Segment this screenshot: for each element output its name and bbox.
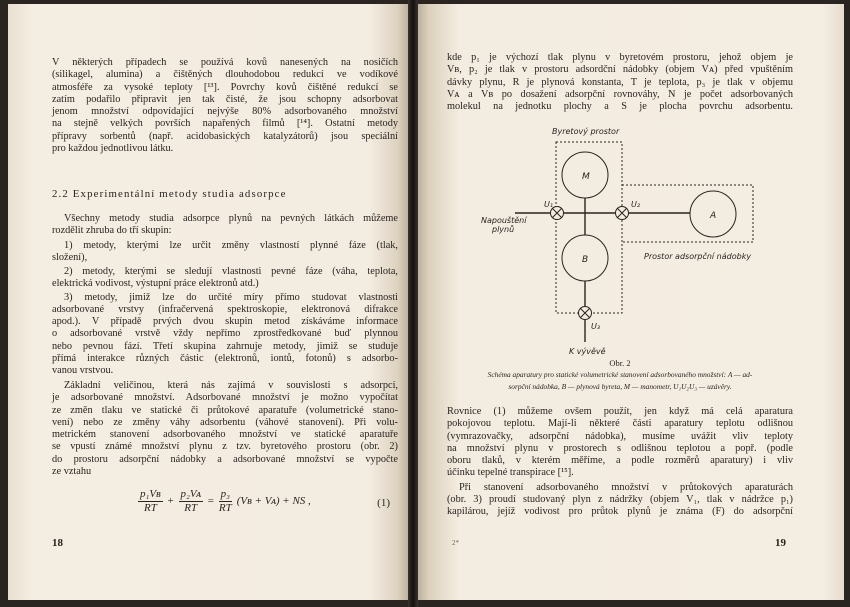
text-line: Rovnice (1) můžeme ovšem použít, jen když má celá aparatura bbox=[447, 406, 793, 417]
apparatus-diagram bbox=[470, 120, 790, 360]
text-line: elektrická vodivost, výstupní práce elektronů atd.) bbox=[52, 277, 259, 289]
text-line: adsorbované vrstvy (infračervená spektroskopie, elektronová difrakce bbox=[52, 303, 398, 315]
paragraph bbox=[52, 380, 398, 478]
text-line: do prostoru adsorpční nádobky a adsorbované množství se vypočte bbox=[52, 453, 398, 465]
paragraph bbox=[52, 266, 398, 291]
text-line: účinku tepelné transpirace [¹⁵]. bbox=[447, 467, 574, 479]
text-line: o adsorbované vrstvě vždy nepřímo zprostředkované buď plynnou bbox=[52, 328, 398, 340]
paragraph bbox=[52, 240, 398, 265]
text-line: 1) metody, kterými lze určit změny vlastností plynné fáze (tlak, bbox=[64, 239, 398, 251]
text-line: oboru tlaků, v kterém měříme, a podle rozměrů aparatury) i vliv bbox=[447, 455, 793, 467]
figure-label-u1: U₁ bbox=[544, 200, 554, 209]
paragraph bbox=[447, 406, 793, 480]
figure-label-pump: K vývěvě bbox=[569, 347, 606, 356]
section-heading: 2.2 Experimentální metody studia adsorpce bbox=[52, 188, 287, 200]
text-line: Vᴀ a Vʙ po dosažení adsorpční rovnováhy, N je počet adsorbovaných bbox=[447, 88, 793, 100]
text-line: vení) nebo ze změny váhy adsorbentu (váhové stanovení). Při volu- bbox=[52, 416, 398, 428]
figure-label-vessel-space: Prostor adsorpční nádobky bbox=[644, 252, 752, 261]
text-line: jenom množství odpovídající nejvýše 80% adsorbovaného množství bbox=[52, 106, 398, 118]
operator: = bbox=[207, 495, 214, 508]
text-line: ze změn tlaku ve statické či průtokové aparatuře (volumetrické stano- bbox=[52, 404, 398, 416]
text-line: pokojovou teplotu. Mají-li některé části aparatury teplotu odlišnou bbox=[447, 418, 793, 430]
figure-label-u3: U₃ bbox=[591, 322, 601, 331]
book-gutter bbox=[408, 0, 418, 607]
fraction bbox=[138, 488, 163, 515]
paragraph bbox=[52, 292, 398, 378]
text-line: dávky plynu, R je plynová konstanta, T je teplota, p₃ je tlak v objemu bbox=[447, 76, 793, 88]
text-line: Vʙ, p₂ je tlak v prostoru adsordční nádobky (objem Vᴀ) před vpuštěním bbox=[447, 64, 793, 76]
text-line: vanou vrstvou. bbox=[52, 365, 114, 377]
text-line: apod.). V případě prvých dvou skupin metod získáváme informace bbox=[52, 316, 398, 328]
signature-mark: 2* bbox=[452, 539, 459, 547]
text-line: je adsorbované množství. Adsorbované množství je možno vypočítat bbox=[52, 392, 398, 404]
valve-u3-icon bbox=[579, 307, 592, 320]
operator: + bbox=[167, 495, 174, 508]
text-line: přímá interakce různých částic (elektronů, iontů, fotonů) s adsorbo- bbox=[52, 352, 398, 364]
figure-label-b: B bbox=[582, 255, 589, 265]
figure-label-inlet-2: plynů bbox=[492, 225, 515, 234]
figure-label-a: A bbox=[710, 211, 717, 221]
equation-remainder: (Vʙ + Vᴀ) + NS , bbox=[236, 495, 311, 508]
figure-label-u2: U₂ bbox=[631, 200, 641, 209]
numerator: p₃ bbox=[220, 488, 230, 500]
text-line: se vpustí známé množství plynu z tzv. byretového prostoru (obr. 2) bbox=[52, 441, 398, 453]
text-line: molekul na jednotku plochy a S je plocha povrchu adsorbentu. bbox=[447, 101, 793, 113]
text-line: kapilárou, jejíž vodivost pro průtok plynů je známa (F) do adsorpční bbox=[447, 506, 793, 518]
text-line: ze vztahu bbox=[52, 466, 92, 478]
text-line: nebo pevnou fází. Třetí skupina zahrnuje metody, jimiž se studuje bbox=[52, 340, 398, 352]
denominator: RT bbox=[218, 502, 232, 514]
text-line: přípravy sorbentů (např. acidobasických katalyzátorů) jsou speciální bbox=[52, 130, 398, 142]
text-line: rozdělit zhruba do tří skupin: bbox=[52, 225, 172, 237]
numerator: p₁Vʙ bbox=[140, 488, 161, 500]
figure-caption-title: Obr. 2 bbox=[609, 358, 631, 368]
text-line: (obr. 3) proudí studovaný plyn z nádržky (objem V₁, tlak v nádržce p₁) bbox=[447, 493, 793, 505]
text-line: atmosféře za vysoké teploty [¹³]. Povrchy kovů čištěné redukcí se bbox=[52, 81, 398, 93]
equation-number: (1) bbox=[377, 497, 390, 509]
text-line: zatím podařilo připravit jen tak čisté, že jsou schopny adsorbovat bbox=[52, 93, 398, 105]
text-line: (vymrazovačky, adsorpční nádobka), musíme uvážit vliv teploty bbox=[447, 430, 793, 442]
text-line: V některých případech se používá kovů nanesených na nosičích bbox=[52, 57, 398, 68]
fraction bbox=[179, 488, 203, 515]
valve-u2-icon bbox=[616, 207, 629, 220]
text-line: 2) metody, kterými se sledují vlastnosti pevné fáze (váha, teplota, bbox=[64, 265, 398, 277]
figure-label-m: M bbox=[582, 172, 590, 182]
page-number-left: 18 bbox=[52, 537, 63, 549]
text-line: na stejně velkých površích napařených filmů [¹⁴]. Ostatní metody bbox=[52, 118, 398, 130]
text-line: Všechny metody studia adsorpce plynů na pevných látkách můžeme bbox=[64, 213, 398, 224]
fraction bbox=[219, 488, 232, 515]
text-line: Při stanovení adsorbovaného množství v průtokových aparaturách bbox=[459, 481, 793, 493]
figure-caption-line: sorpční nádobka, B — plynová byreta, M — manometr, U₁U₂U₃ — uzávěry. bbox=[508, 382, 732, 391]
text-line: kde p₁ je výchozí tlak plynu v byretovém prostoru, jehož objem je bbox=[447, 52, 793, 63]
equation-1 bbox=[52, 488, 398, 522]
figure-label-burette-space: Byretový prostor bbox=[552, 127, 620, 136]
paragraph bbox=[52, 213, 398, 238]
paragraph bbox=[447, 52, 793, 113]
text-line: (silikagel, alumina) a čištěných dlouhodobou redukcí ve vodíkové bbox=[52, 69, 398, 81]
figure-caption-line: Schéma aparatury pro statické volumetrické stanovení adsorbovaného množství: A — ad- bbox=[487, 370, 753, 379]
figure-label-inlet: Napouštění bbox=[481, 216, 527, 225]
numerator: p₂Vᴀ bbox=[180, 488, 201, 500]
paragraph bbox=[447, 482, 793, 519]
paragraph bbox=[52, 57, 398, 155]
text-line: metrickém stanovení adsorbovaného množství ve statické aparatuře bbox=[52, 429, 398, 441]
text-line: Základní veličinou, která nás zajímá v souvislosti s adsorpcí, bbox=[64, 380, 398, 391]
denominator: RT bbox=[184, 502, 198, 514]
text-line: pro každou jednotlivou látku. bbox=[52, 143, 174, 155]
denominator: RT bbox=[143, 502, 157, 514]
text-line: složení), bbox=[52, 251, 88, 263]
text-line: 3) metody, jimiž lze do určité míry přímo studovat vlastnosti bbox=[64, 291, 398, 303]
page-number-right: 19 bbox=[775, 537, 786, 549]
text-line: na množství plynu v prostorech s odlišnou teplotou a popř. (podle bbox=[447, 442, 793, 454]
